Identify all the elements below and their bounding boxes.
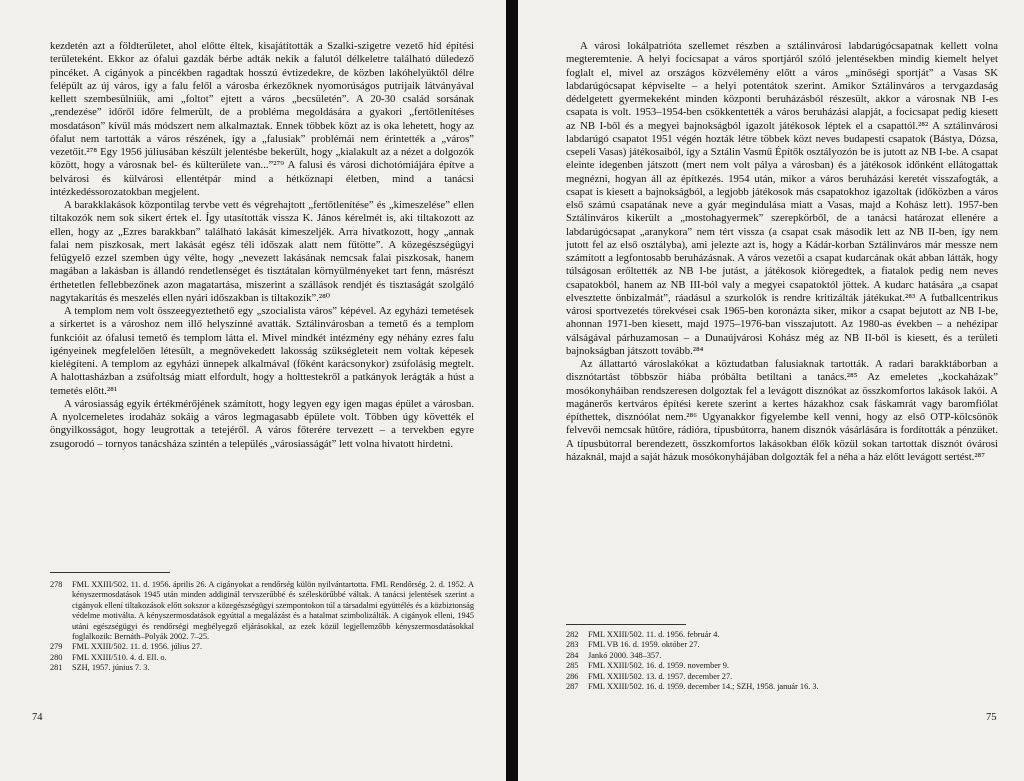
paragraph: A templom nem volt összeegyeztethető egy „szocialista város” képével. Az egyházi temetések a sírkertet is a városhoz nem illő helyszínné avatták. Sztálinvárosban a temető és a templom funkcióit az ófalusi temető és templom látta el. Mivel mindkét intézmény egy néhány ezres falu igényeinek megfelelően létesült, a megnövekedett lakosság szükségleteit nem voltak képesek kielégíteni. A templom az egyházi ünnepek alkalmával (főként karácsonykor) zsúfolásig megtelt. A halottasházban a zsúfoltság miatt elfordult, hogy a holttestekről a patkányok lerágták a húst a temetés előtt.²⁸¹ [50,305,474,397]
footnote-text: FML XXIII/502. 11. d. 1956. február 4. [588,630,720,639]
footnote-text: FML XXIII/502. 11. d. 1956. április 26. A cigányokat a rendőrség külön nyilvántartotta. FML Rendőrség. 2. d. 1952. A kényszermosdatások 1945 után minden addiginál tervszerűbbé és széleskörűbbé váltak. A tanácsi jelentések szerint a cigányok ellení tiltakozások előtt sokszor a közegészségügyi szempontokon túl a társadalmi együttélés és a közbiztonság védelme motiválta. A kényszermosdatások egyúttal a megalázást és a hatalmat szimbolizálták. A cigányok elleni, 1945 utáni egészségügyi és rendőrségi megbélyegző eljárásokkal, az ezek közül legjellemzőbb kényszermosdatásokkal foglalkozik: Bernáth–Polyák 2002. 7–25. [72,580,474,642]
footnote-number: 279 [50,642,63,652]
page-number: 75 [986,712,997,723]
footnote-number: 284 [566,650,579,660]
footnote [50,580,474,642]
paragraph: Az állattartó városlakókat a köztudatban falusiaknak tartották. A radari barakktáborban a disznótartást többször hiába próbálta betiltani a tanács.²⁸⁵ Az emeletes „kockaházak” mosókonyháiban rendszeresen dolgoztak fel a levágott disznókat az összkomfortos lakások lakói. A magánerős kertváros építési kerete szerint a kertes házakhoz csak fáskamrát vagy baromfiólat építhettek, disznóólat nem.²⁸⁶ Ugyanakkor figyelembe kell venni, hogy az első OTP-kölcsönök felvevői nemcsak hűtőre, rádióra, típusbútorra, hanem disznók vásárlására is fordították a pénzüket. A típusbútorral berendezett, összkomfortos lakásokban élők közül sokan tartottak disznót óvárosi házaknál, majd a saját házuk mosókonyhájában dolgozták fel a néha a ház előtt levágott sertést.²⁸⁷ [566,358,998,463]
footnote-separator [566,624,686,625]
footnote [566,640,998,650]
footnote-number: 285 [566,661,579,671]
footnote-number: 286 [566,671,579,681]
footnote [566,661,998,671]
footnote-text: FML XXIII/502. 16. d. 1959. december 14.; SZH, 1958. január 16. 3. [588,682,819,692]
footnote-text: FML XXIII/510. 4. d. Ell. o. [72,652,167,662]
right-footnotes [566,630,998,692]
footnote [566,630,998,640]
paragraph: kezdetén azt a földterületet, ahol előtte éltek, kisajátították a Szalki-szigetre vezető híd építési területeként. Ekkor az ófalui gazdák bérbe adták nekik a falutól délkeletre található düledező pincéket. A cigányok a pincékben ragadtak hosszú évtizedekre, de közben lakóhelyüktől délre felépült az új város, így a falu felől a városba érkezőknek nyomorúságos putrijaik látványával kellett szembesülniük, ami „foltot” ejtett a város „becsületén”. A 20-30 család sorsának „rendezése” időről időre felmerült, de a probléma megoldására a gyakori „fertőtlenítéses mosdatáson” kívül más módszert nem alkalmaztak. Ennek többek közt az is oka lehetett, hogy az ófalut nem tartották a város részének, így a „falusiak” problémái nem érintették a „város” vezetőit.²⁷⁸ Egy 1956 júliusában készült jelentésbe bekerült, hogy „kialakult az a nézet a dolgozók között, hogy a városnak bel- és külterülete van...”²⁷⁹ A falusi és városi dichotómiájára építve a belvárosi és külvárosi ellentétpár mind a hétköznapi életben, mind a tanácsi intézkedéssorozatokban megjelent. [50,40,474,198]
footnote-number: 281 [50,663,63,673]
footnote-number: 283 [566,640,579,650]
footnote-number: 287 [566,682,579,692]
footnote-text: Jankó 2000. 348–357. [588,650,662,660]
footnote [566,682,998,692]
book-gutter [506,0,518,781]
footnote-number: 282 [566,630,579,639]
footnote [50,663,474,673]
footnote-number: 280 [50,652,63,662]
right-body-text [566,40,998,464]
footnote-text: FML VB 16. d. 1959. október 27. [588,640,700,650]
footnote [566,672,998,682]
left-footnotes [50,580,474,674]
paragraph: A barakklakások központilag tervbe vett és végrehajtott „fertőtlenítése” és „kimeszelése” ellen tiltakozók nem sok sikert értek el. Így utasították vissza K. János kérelmét is, aki tiltakozott az ellen, hogy az „Ezres barakkban” található lakását kimeszeljék. Arra hivatkozott, hogy „annak falai nem piszkosak, mert lakását egész téli időszak alatt nem fűtötte”. A közegészségügyi felügyelő ezzel szemben úgy vélte, hogy „nevezett lakásának nemcsak falai piszkosak, hanem magában a lakásban is állandó rendetlenséget és tisztátalan környülményeket tart fenn, másrészt érthetetlen fellebbezőnek azon magatartása, miszerint a szállások rendjét és tisztaságát szolgáló nagytakarítás és meszelés ellen nyári időszakban is tiltakozik”.²⁸⁰ [50,199,474,304]
page-number: 74 [32,712,43,723]
right-page [518,0,1024,781]
footnote [566,651,998,661]
footnote-text: FML XXIII/502. 13. d. 1957. december 27. [588,671,733,681]
paragraph: A városiasság egyik értékmérőjének számított, hogy legyen egy igen magas épület a városban. A nyolcemeletes irodaház sokáig a város legmagasabb épülete volt. Többen úgy követték el öngyilkosságot, hogy leugrottak a tetejéről. A város főterére tervezett – a tervekben egyre zsugorodó – tornyos tanácsháza szintén a település „városiasságát” lett volna hivatott hirdetni. [50,397,474,450]
footnote-text: SZH, 1957. június 7. 3. [72,663,150,673]
left-page [0,0,506,781]
footnote-text: FML XXIII/502. 11. d. 1956. július 27. [72,642,203,652]
footnote-number: 278 [50,580,63,589]
footnote [50,642,474,652]
paragraph: A városi lokálpatrióta szellemet részben a sztálinvárosi labdarúgócsapatnak kellett volna megteremtenie. A helyi focicsapat a város sportjáról szóló jelentésekben mindig kiemelt helyet foglalt el, mivel az országos közvélemény előtt a város „minőségi sportját” a Vasas SK labdarúgócsapat képviselte – a helyi potentátok szerint. Amikor Sztálinváros a tervgazdaság dédelgetett gyermekeként minden központi beruházásból részesült, akkor a városnak NB I-es csapata is volt. 1953–1954-ben csökkentették a város beruházási alapját, a focicsapat pedig kiesett az NB I-ből és a megyei bajnokságból igazolt játékosok léptek el a csapattól.²⁸² A sztálinvárosi labdarúgó csapatot 1951 végén hozták létre többek közt neves budapesti csapatok (Bástya, Dózsa, csepeli Vasas) játékosaiból, így a Sztálin Vasmű Építők osztályozón be is jutott az NB I-be. A csapat eleinte idegenben játszott (mert nem volt pálya a városban) és a játékosok időnként ellátogattak megnézni, hogyan áll az építkezés. 1954 után, mikor a város beruházási keretét visszafogták, a csapat is kiesett a bajnokságból, a legjobb játékosok más csapatokhoz igazoltak (időközben a város első számú csapatának neve a gyár megindulása miatt a Vasas, majd a Kohász lett). 1957-ben Sztálinváros kikerült a „mostohagyermek” szerepkörből, de a tanácsi határozat ellenére a labdarúgócsapat „aranykora” nem tért vissza (a csapat csak második lett az NB II-ben, így nem jutott fel az első osztályba), ami jelezte azt is, hogy a Kádár-korban Sztálinváros már messze nem számított a legfontosabb beruházásnak. A város vezetői a csapat kudarcának okát abban látták, hogy túlságosan erőltették az NB I-be jutást, a játékosok kiöregedtek, a fiatalok pedig nem neves csapatokból, hanem az NB III-ból valy a megyei csapatoktól jöttek. A kudarc hatására „a csapat elvesztette önbizalmát”, ráadásul a szurkolók is rendre kritizálták játékukat.²⁸³ A futballcentrikus városi sportvezetés törekvései csak 1965-ben koronázta siker, mikor a csapat bejutott az NB I-be, ahonnan 1971-ben kiesett, majd 1975–1976-ban visszajutott. Az 1980-as években – a nehézipar válságával párhuzamosan – a Dunaújvárosi Kohász még az NB II-ből is kiesett, és a területi bajnokságban játszott tovább.²⁸⁴ [566,40,998,357]
footnote-separator [50,572,170,573]
left-body-text [50,40,474,451]
footnote-text: FML XXIII/502. 16. d. 1959. november 9. [588,661,729,671]
footnote [50,653,474,663]
